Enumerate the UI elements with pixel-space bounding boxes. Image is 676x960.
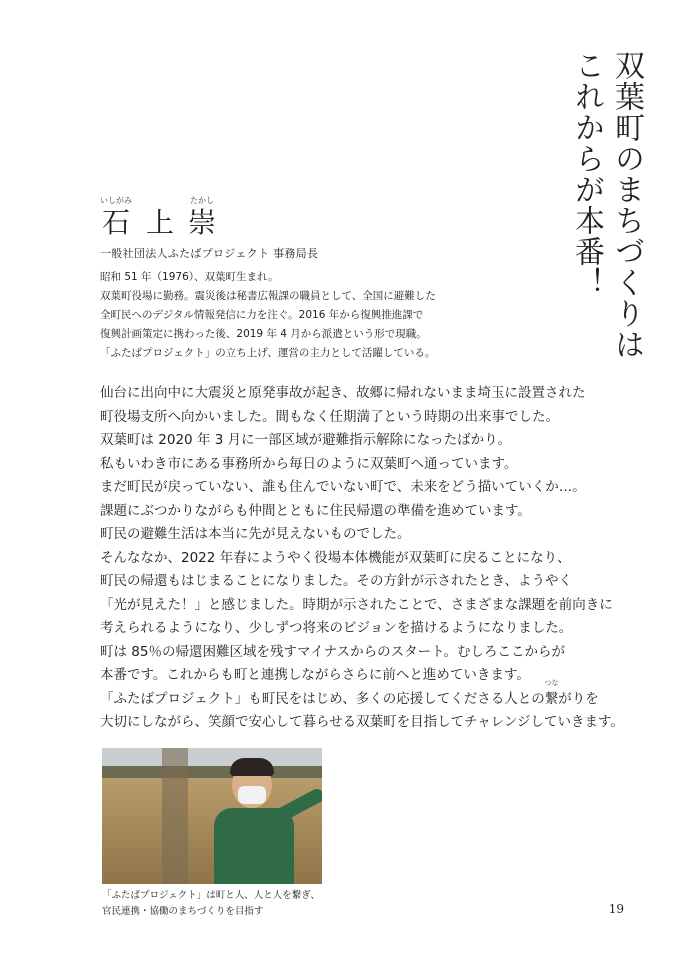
ruby-tsuna xyxy=(544,678,559,712)
photo-mask xyxy=(238,786,266,804)
body-line: 考えられるようになり、少しずつ将来のビジョンを描けるようになりました。 xyxy=(100,620,573,636)
bio-line: 「ふたばプロジェクト」の立ち上げ、運営の主力として活躍している。 xyxy=(100,347,436,359)
author-name-kanji-1: 石 xyxy=(101,206,130,239)
bio-line: 双葉町役場に勤務。震災後は秘書広報課の職員として、全国に避難した xyxy=(100,290,436,302)
body-line: 双葉町は 2020 年 3 月に一部区域が避難指示解除になったばかり。 xyxy=(100,432,512,448)
bio-line: 復興計画策定に携わった後、2019 年 4 月から派遣という形で現職。 xyxy=(100,328,427,340)
author-name-char-1 xyxy=(100,196,132,239)
body-line: 私もいわき市にある事務所から毎日のように双葉町へ通っています。 xyxy=(100,455,518,472)
author-name-kanji-2: 上 xyxy=(146,206,175,239)
bio-line: 昭和 51 年（1976）、双葉町生まれ。 xyxy=(100,271,279,283)
photo-hair xyxy=(230,758,274,776)
author-block xyxy=(100,196,318,261)
body-line-14-after: がりを xyxy=(558,690,599,707)
body-line: 町は 85％の帰還困難区域を残すマイナスからのスタート。むしろここからが xyxy=(100,643,565,660)
author-name-ruby-3: たかし xyxy=(190,196,215,205)
body-line: 町民の帰還もはじまることになりました。その方針が示されたとき、ようやく xyxy=(100,573,572,589)
author-name-char-3 xyxy=(188,196,216,239)
body-line: 大切にしながら、笑顔で安心して暮らせる双葉町を目指してチャレンジしていきます。 xyxy=(100,714,624,730)
article-title-line1: 双葉町のまちづくりは xyxy=(609,50,644,360)
body-line: 町民の避難生活は本当に先が見えないものでした。 xyxy=(100,526,411,542)
author-name-kanji-3: 崇 xyxy=(188,206,217,239)
ruby-tsuna-base: 繋 xyxy=(544,690,559,707)
article-body xyxy=(100,382,624,735)
photo-post xyxy=(162,748,188,884)
photo-person xyxy=(214,758,304,884)
author-name xyxy=(100,196,318,239)
ruby-tsuna-reading: つな xyxy=(544,678,559,687)
page-number: 19 xyxy=(608,902,624,916)
body-line: 町役場支所へ向かいました。間もなく任期満了という時期の出来事でした。 xyxy=(100,408,559,425)
author-bio xyxy=(100,268,436,363)
author-name-char-2 xyxy=(146,196,174,239)
article-title xyxy=(566,50,646,360)
article-title-line2: これからが本番！ xyxy=(569,50,604,298)
caption-line: 「ふたばプロジェクト」は町と人、人と人を繋ぎ、 xyxy=(102,890,320,901)
bio-line: 全町民へのデジタル情報発信に力を注ぐ。2016 年から復興推進課で xyxy=(100,309,424,321)
author-name-ruby-1: いしがみ xyxy=(100,196,132,205)
body-line: そんななか、2022 年春にようやく役場本体機能が双葉町に戻ることになり、 xyxy=(100,549,571,566)
caption-line: 官民連携・協働のまちづくりを目指す xyxy=(102,906,264,917)
author-photo xyxy=(102,748,322,884)
body-line: 本番です。これからも町と連携しながらさらに前へと進めていきます。 xyxy=(100,667,530,683)
body-line-14-before: 「ふたばプロジェクト」も町民をはじめ、多くの応援してくださる人との xyxy=(100,690,545,707)
body-line: 課題にぶつかりながらも仲間とともに住民帰還の準備を進めています。 xyxy=(100,502,531,519)
body-line: 仙台に出向中に大震災と原発事故が起き、故郷に帰れないまま埼玉に設置された xyxy=(100,385,586,401)
body-line: 「光が見えた！」と感じました。時期が示されたことで、さまざまな課題を前向きに xyxy=(100,596,613,613)
photo-caption xyxy=(102,888,320,920)
author-affiliation: 一般社団法人ふたばプロジェクト 事務局長 xyxy=(100,247,319,260)
body-line xyxy=(100,678,624,712)
body-line: まだ町民が戻っていない、誰も住んでいない町で、未来をどう描いていくか…。 xyxy=(100,479,586,495)
